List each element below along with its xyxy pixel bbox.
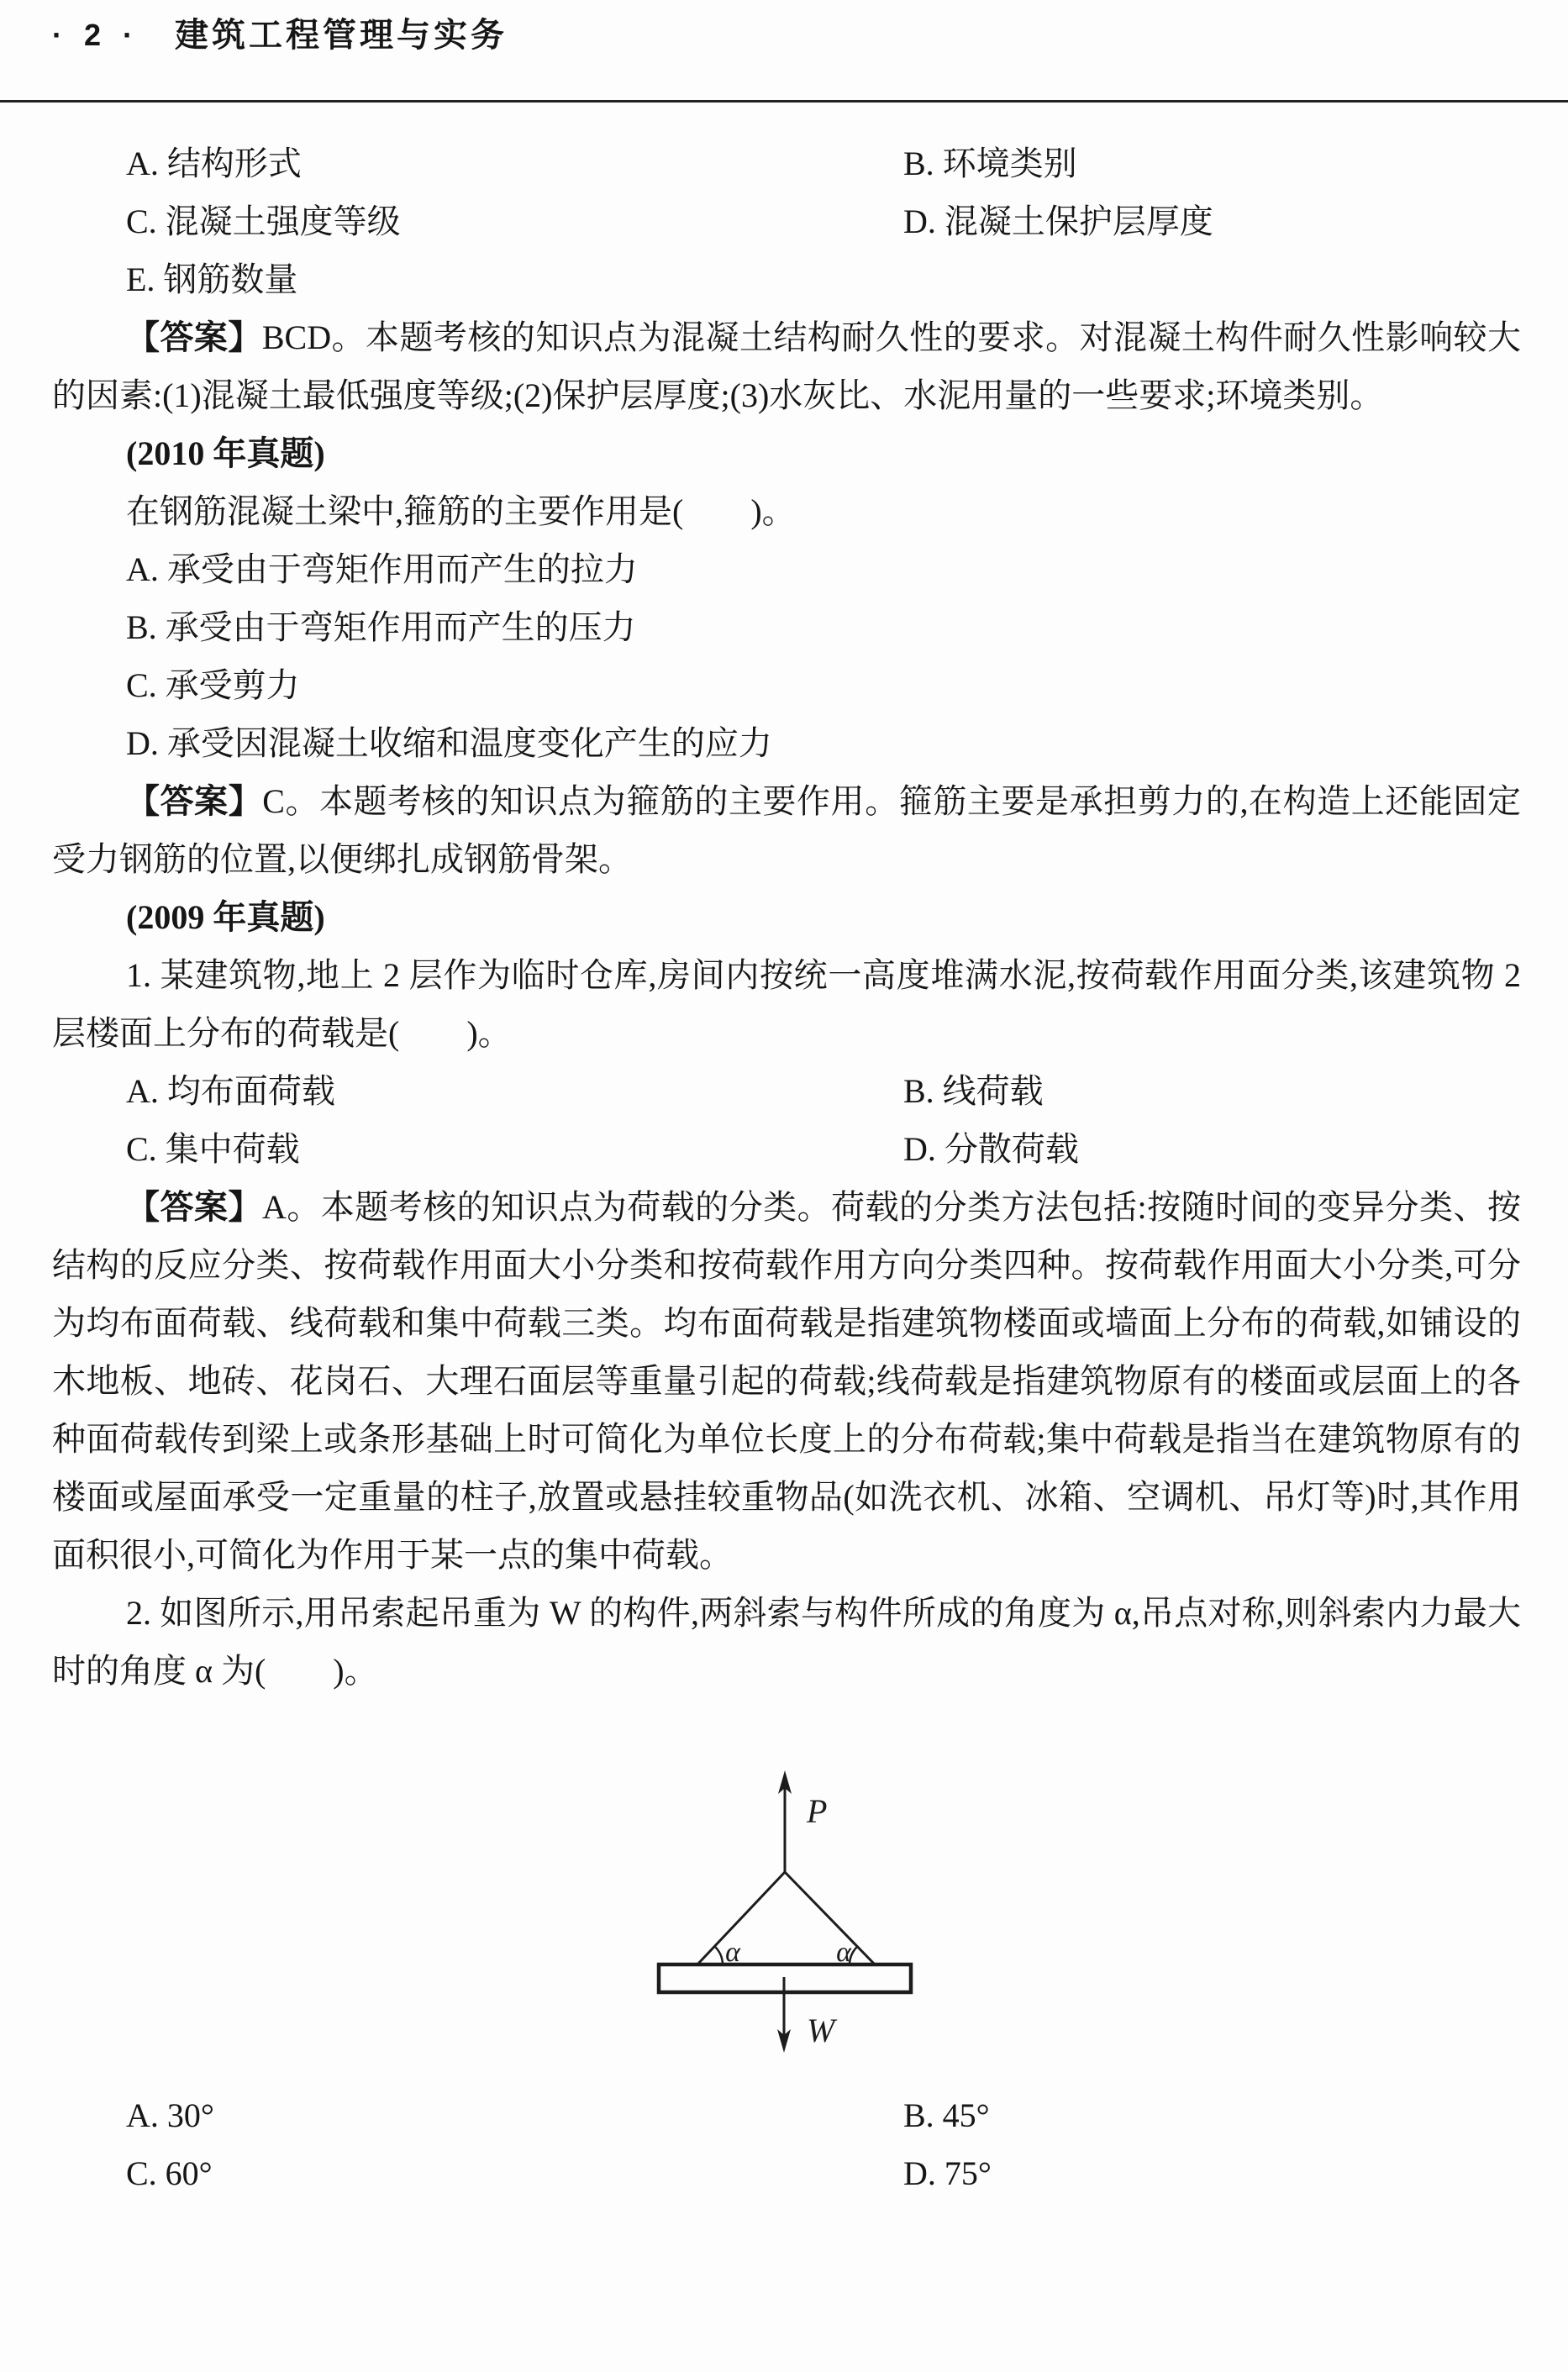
option-c: C. 承受剪力: [126, 666, 300, 704]
question-stem-2010: 在钢筋混凝土梁中,箍筋的主要作用是( )。: [126, 492, 796, 530]
answer-label: 【答案】: [126, 318, 262, 356]
option-c: C. 混凝土强度等级: [126, 202, 401, 240]
option-a: A. 30°: [126, 2096, 214, 2134]
answer-paragraph: [52, 308, 1521, 424]
answer-label: 【答案】: [126, 782, 263, 820]
year-heading-2010: (2010 年真题): [126, 434, 325, 472]
answer-text: C。本题考核的知识点为箍筋的主要作用。箍筋主要是承担剪力的,在构造上还能固定受力钢筋的位置,以便绑扎成钢筋骨架。: [52, 782, 1521, 878]
option-d: D. 75°: [903, 2154, 992, 2192]
question-stem-q1: 1. 某建筑物,地上 2 层作为临时仓库,房间内按统一高度堆满水泥,按荷载作用面分类,该建筑物 2 层楼面上分布的荷载是( )。: [52, 956, 1521, 1052]
option-d: D. 混凝土保护层厚度: [903, 202, 1213, 240]
label-alpha-left: α: [725, 1937, 740, 1968]
option-c: C. 60°: [126, 2154, 213, 2192]
answer-paragraph: [52, 1178, 1521, 1584]
option-a: A. 均布面荷载: [126, 1072, 335, 1110]
diagram-canvas: [652, 1767, 921, 2086]
right-sling-line: [785, 1872, 876, 1965]
option-b: B. 承受由于弯矩作用而产生的压力: [126, 608, 636, 646]
page-number: · 2 ·: [52, 18, 140, 52]
label-alpha-right: α: [836, 1937, 851, 1968]
answer-text: A。本题考核的知识点为荷载的分类。荷载的分类方法包括:按随时间的变异分类、按结构的反应分类、按荷载作用面大小分类和按荷载作用方向分类四种。按荷载作用面大小分类,可分为均布面荷载、线荷载和集中荷载三类。均布面荷载是指建筑物楼面或墙面上分布的荷载,如铺设的木地板、地砖、花岗石、大理石面层等重量引起的荷载;线荷载是指建筑物原有的楼面或层面上的各种面荷载传到梁上或条形基础上时可简化为单位长度上的分布荷载;集中荷载是指当在建筑物原有的楼面或屋面承受一定重量的柱子,放置或悬挂较重物品(如洗衣机、冰箱、空调机、吊灯等)时,其作用面积很小,可简化为作用于某一点的集中荷载。: [52, 1188, 1522, 1574]
option-b: B. 线荷载: [903, 1072, 1044, 1110]
options-row-d: [52, 714, 1521, 772]
options-row-e: [52, 250, 1521, 308]
options-row-a: [52, 540, 1521, 598]
options-row-ab: [52, 2086, 1521, 2144]
options-row-c: [52, 656, 1521, 714]
answer-label: 【答案】: [126, 1188, 262, 1226]
left-sling-line: [697, 1872, 785, 1965]
option-e: E. 钢筋数量: [126, 260, 298, 298]
options-row-cd: [52, 192, 1521, 250]
options-row-ab: [52, 134, 1521, 192]
option-d: D. 分散荷载: [903, 1130, 1079, 1168]
options-row-cd: [52, 2144, 1521, 2202]
option-c: C. 集中荷载: [126, 1130, 300, 1168]
question-stem-q2: 2. 如图所示,用吊索起吊重为 W 的构件,两斜索与构件所成的角度为 α,吊点对称,则斜索内力最大时的角度 α 为( )。: [52, 1594, 1521, 1690]
option-a: A. 结构形式: [126, 145, 302, 182]
page-content: [0, 103, 1568, 2202]
answer-text: BCD。本题考核的知识点为混凝土结构耐久性的要求。对混凝土构件耐久性影响较大的因素:(1)混凝土最低强度等级;(2)保护层厚度;(3)水灰比、水泥用量的一些要求;环境类别。: [52, 318, 1522, 414]
year-heading-2009: (2009 年真题): [126, 898, 325, 936]
label-p: P: [807, 1792, 828, 1830]
label-w: W: [807, 2012, 835, 2049]
option-b: B. 环境类别: [903, 145, 1077, 182]
option-b: B. 45°: [903, 2096, 990, 2134]
options-row-b: [52, 598, 1521, 656]
book-title: 建筑工程管理与实务: [175, 17, 508, 54]
left-angle-arc: [714, 1946, 723, 1964]
option-d: D. 承受因混凝土收缩和温度变化产生的应力: [126, 724, 772, 762]
option-a: A. 承受由于弯矩作用而产生的拉力: [126, 550, 638, 588]
options-row-cd: [52, 1120, 1521, 1178]
sling-force-diagram: [52, 1700, 1521, 2086]
answer-paragraph: [52, 772, 1521, 888]
page-header: [0, 0, 1568, 103]
options-row-ab: [52, 1062, 1521, 1120]
